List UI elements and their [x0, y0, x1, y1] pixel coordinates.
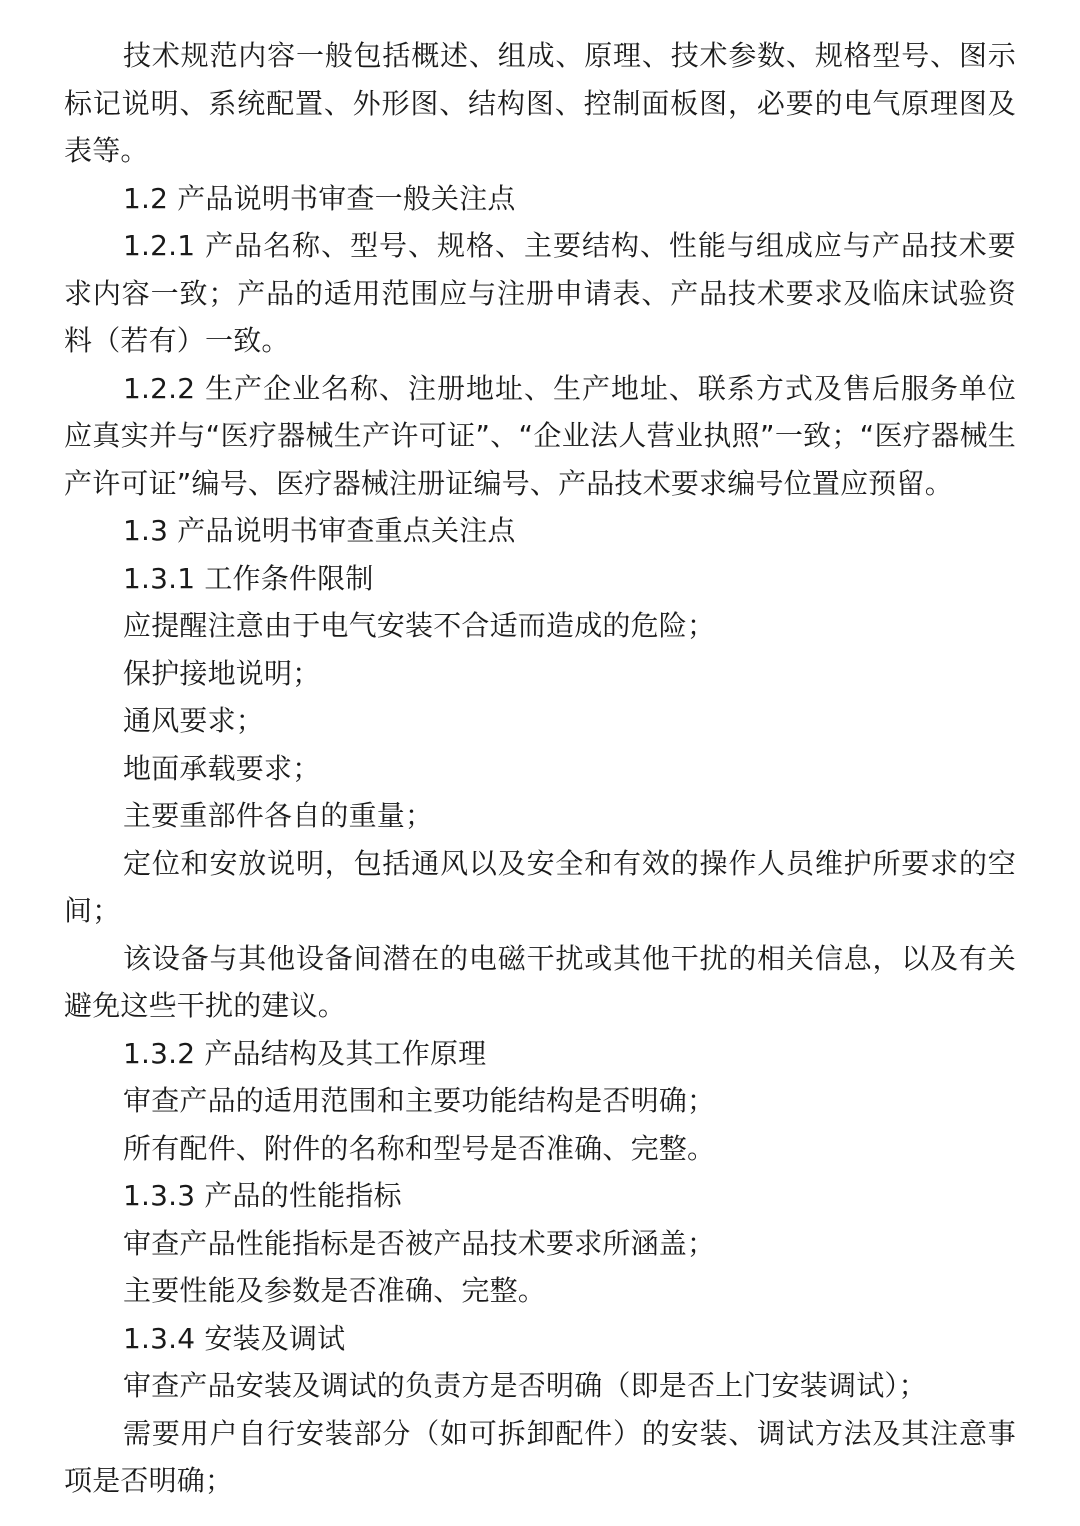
- list-item: 审查产品的适用范围和主要功能结构是否明确；: [123, 1084, 716, 1117]
- document-body: [64, 32, 1016, 1505]
- paragraph-1-2-1: 1.2.1 产品名称、型号、规格、主要结构、性能与组成应与产品技术要求内容一致；产品的适用范围应与注册申请表、产品技术要求及临床试验资料（若有）一致。: [64, 229, 1016, 357]
- list-item: 主要性能及参数是否准确、完整。: [123, 1274, 547, 1307]
- list-item: 审查产品安装及调试的负责方是否明确（即是否上门安装调试）；: [123, 1369, 927, 1402]
- heading-1-3-2: 1.3.2 产品结构及其工作原理: [123, 1036, 487, 1070]
- heading-1-3: 1.3 产品说明书审查重点关注点: [123, 514, 516, 547]
- heading-1-3-4: 1.3.4 安装及调试: [123, 1321, 346, 1355]
- heading-1-3-3: 1.3.3 产品的性能指标: [123, 1179, 402, 1212]
- list-item: 该设备与其他设备间潜在的电磁干扰或其他干扰的相关信息，以及有关避免这些干扰的建议。: [64, 941, 1016, 1022]
- list-item: 通风要求；: [123, 704, 265, 737]
- list-item: 保护接地说明；: [123, 656, 321, 690]
- paragraph-intro: 技术规范内容一般包括概述、组成、原理、技术参数、规格型号、图示标记说明、系统配置、外形图、结构图、控制面板图，必要的电气原理图及表等。: [64, 39, 1016, 167]
- list-item: 定位和安放说明，包括通风以及安全和有效的操作人员维护所要求的空间；: [64, 846, 1016, 927]
- heading-1-2: 1.2 产品说明书审查一般关注点: [123, 181, 516, 215]
- list-item: 审查产品性能指标是否被产品技术要求所涵盖；: [123, 1226, 716, 1260]
- heading-1-3-1: 1.3.1 工作条件限制: [123, 561, 374, 595]
- list-item: 所有配件、附件的名称和型号是否准确、完整。: [123, 1131, 716, 1165]
- paragraph-1-2-2: 1.2.2 生产企业名称、注册地址、生产地址、联系方式及售后服务单位应真实并与“医疗器械生产许可证”、“企业法人营业执照”一致；“医疗器械生产许可证”编号、医疗器械注册证编号、产品技术要求编号位置应预留。: [64, 371, 1016, 500]
- list-item: 主要重部件各自的重量；: [123, 799, 434, 832]
- list-item: 需要用户自行安装部分（如可拆卸配件）的安装、调试方法及其注意事项是否明确；: [64, 1416, 1016, 1497]
- list-item: 应提醒注意由于电气安装不合适而造成的危险；: [123, 609, 716, 642]
- list-item: 地面承载要求；: [123, 751, 321, 785]
